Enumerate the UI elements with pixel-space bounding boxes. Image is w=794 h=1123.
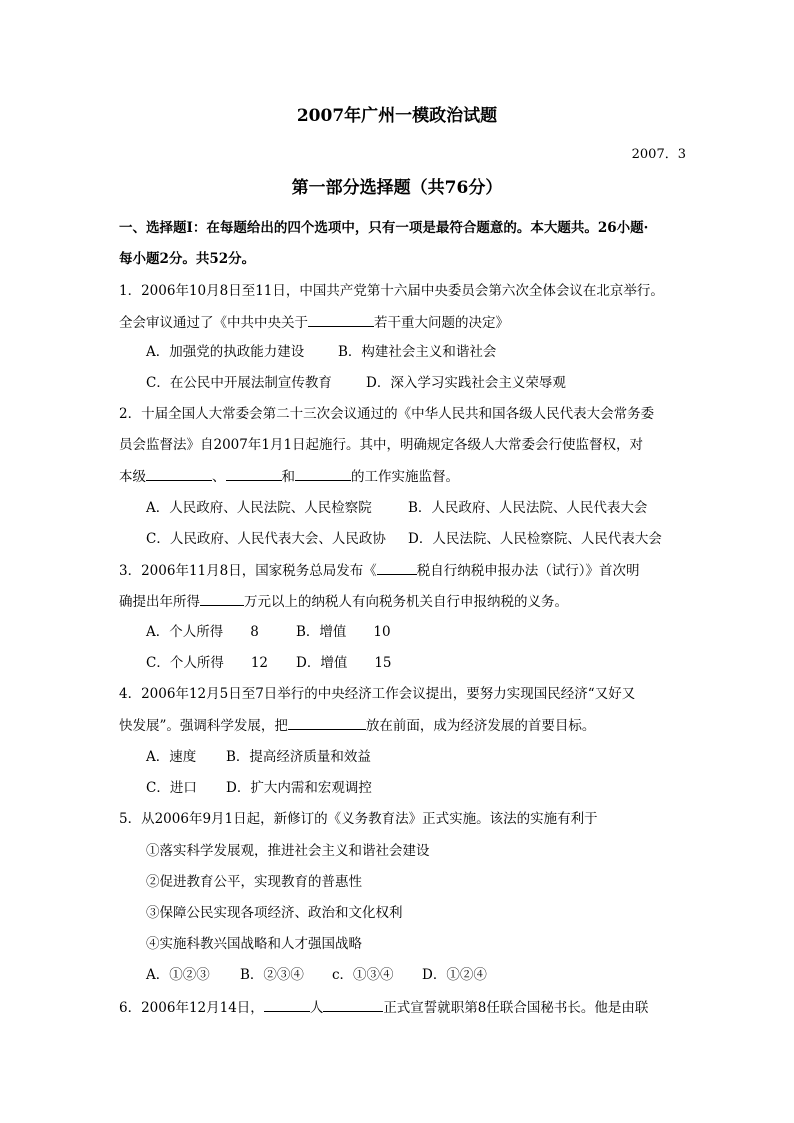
q5-line-1: 5．从2006年9月1日起，新修订的《义务教育法》正式实施。该法的实施有利于: [119, 811, 598, 827]
q1-text-b: 若干重大问题的决定》: [374, 315, 509, 331]
q3-text-b: 税自行纳税申报办法（试行）》首次明: [416, 563, 640, 579]
q3-option-d: D．增值 15: [296, 655, 392, 671]
q2-option-d: D．人民法院、人民检察院、人民代表大会: [408, 531, 662, 547]
q2-options-ab: [146, 498, 647, 518]
q2-line-2: 员会监督法》自2007年1月1日起施行。其中，明确规定各级人大常委会行使监督权，对: [119, 437, 644, 453]
q5-statement-4: ④实施科教兴国战略和人才强国战略: [146, 936, 362, 952]
answer-blank: [226, 466, 282, 481]
q2-text-c: 和: [281, 469, 295, 485]
q4-option-c: C．进口: [146, 780, 197, 796]
q4-option-a: A．速度: [146, 749, 197, 765]
answer-blank: [200, 591, 244, 606]
answer-blank: [377, 560, 417, 575]
instruction-line-1: 一、选择题Ⅰ：在每题给出的四个选项中，只有一项是最符合题意的。本大题共。26小题·: [119, 220, 649, 236]
q4-option-d: D．扩大内需和宏观调控: [226, 780, 372, 796]
q6-text-c: 正式宣誓就职第8任联合国秘书长。他是由联: [383, 1000, 649, 1016]
q5-option-a: A．①②③: [146, 967, 210, 983]
q6-text-b: 人: [309, 1000, 324, 1016]
q1-options-ab: [146, 342, 496, 362]
q4-line-2: [119, 715, 595, 736]
q3-option-c: C．个人所得 12: [146, 655, 269, 671]
q2-text-d: 的工作实施监督。: [351, 469, 459, 485]
q4-options-ab: [146, 747, 371, 767]
q3-options-ab: [146, 622, 391, 642]
q2-options-cd: [146, 529, 662, 549]
q2-text-a: 本级: [119, 469, 146, 485]
section-title: 第一部分选择题（共76分）: [291, 178, 503, 198]
q1-options-cd: [146, 373, 566, 393]
q5-option-b: B．②③④: [240, 967, 304, 983]
q5-statement-1: ①落实科学发展观，推进社会主义和谐社会建设: [146, 843, 430, 859]
answer-blank: [295, 466, 351, 481]
q3-line-1: [119, 560, 639, 581]
q3-text-a: 3．2006年11月8日，国家税务总局发布《: [119, 563, 377, 579]
q5-statement-2: ②促进教育公平，实现教育的普惠性: [146, 874, 362, 890]
q1-option-c: C．在公民中开展法制宣传教育: [146, 375, 332, 391]
q3-line-2: [119, 591, 568, 612]
q1-line-2: [119, 312, 509, 333]
q3-text-d: 万元以上的纳税人有向税务机关自行申报纳税的义务。: [244, 594, 568, 610]
q2-line-3: [119, 466, 459, 487]
q1-text-a: 全会审议通过了《中共中央关于: [119, 315, 308, 331]
q2-option-c: C．人民政府、人民代表大会、人民政协: [146, 531, 386, 547]
document-title: 2007年广州一模政治试题: [296, 106, 498, 126]
q6-line-1: [119, 997, 648, 1018]
q5-statement-3: ③保障公民实现各项经济、政治和文化权利: [146, 905, 403, 921]
q3-options-cd: [146, 653, 392, 673]
q4-line-1: 4．2006年12月5日至7日举行的中央经济工作会议提出，要努力实现国民经济“又好又: [119, 686, 636, 702]
q2-line-1: 2．十届全国人大常委会第二十三次会议通过的《中华人民共和国各级人民代表大会常务委: [119, 406, 655, 422]
q3-option-b: B．增值 10: [296, 624, 391, 640]
q4-text-b: 放在前面，成为经济发展的首要目标。: [365, 718, 596, 734]
q2-text-b: 、: [212, 469, 226, 485]
q1-option-b: B．构建社会主义和谐社会: [338, 344, 497, 360]
answer-blank: [146, 466, 212, 481]
q4-option-b: B．提高经济质量和效益: [226, 749, 371, 765]
q1-option-a: A．加强党的执政能力建设: [146, 344, 305, 360]
q5-option-c: c．①③④: [332, 967, 394, 983]
q4-text-a: 快发展”。强调科学发展，把: [119, 718, 288, 734]
q1-line-1: 1．2006年10月8日至11日，中国共产党第十六届中央委员会第六次全体会议在北京举行。: [119, 283, 664, 299]
answer-blank: [264, 997, 310, 1012]
q3-text-c: 确提出年所得: [119, 594, 200, 610]
answer-blank: [308, 312, 374, 327]
q4-options-cd: [146, 778, 372, 798]
q2-option-a: A．人民政府、人民法院、人民检察院: [146, 500, 372, 516]
q6-text-a: 6．2006年12月14日，: [119, 1000, 264, 1016]
q2-option-b: B．人民政府、人民法院、人民代表大会: [408, 500, 648, 516]
q5-option-d: D．①②④: [422, 967, 487, 983]
instruction-line-2: 每小题2分。共52分。: [119, 251, 256, 267]
answer-blank: [323, 997, 383, 1012]
q3-option-a: A．个人所得 8: [146, 624, 259, 640]
q1-option-d: D．深入学习实践社会主义荣辱观: [366, 375, 566, 391]
answer-blank: [288, 715, 366, 730]
document-date: 2007．3: [631, 147, 686, 162]
q5-options: [146, 965, 487, 985]
